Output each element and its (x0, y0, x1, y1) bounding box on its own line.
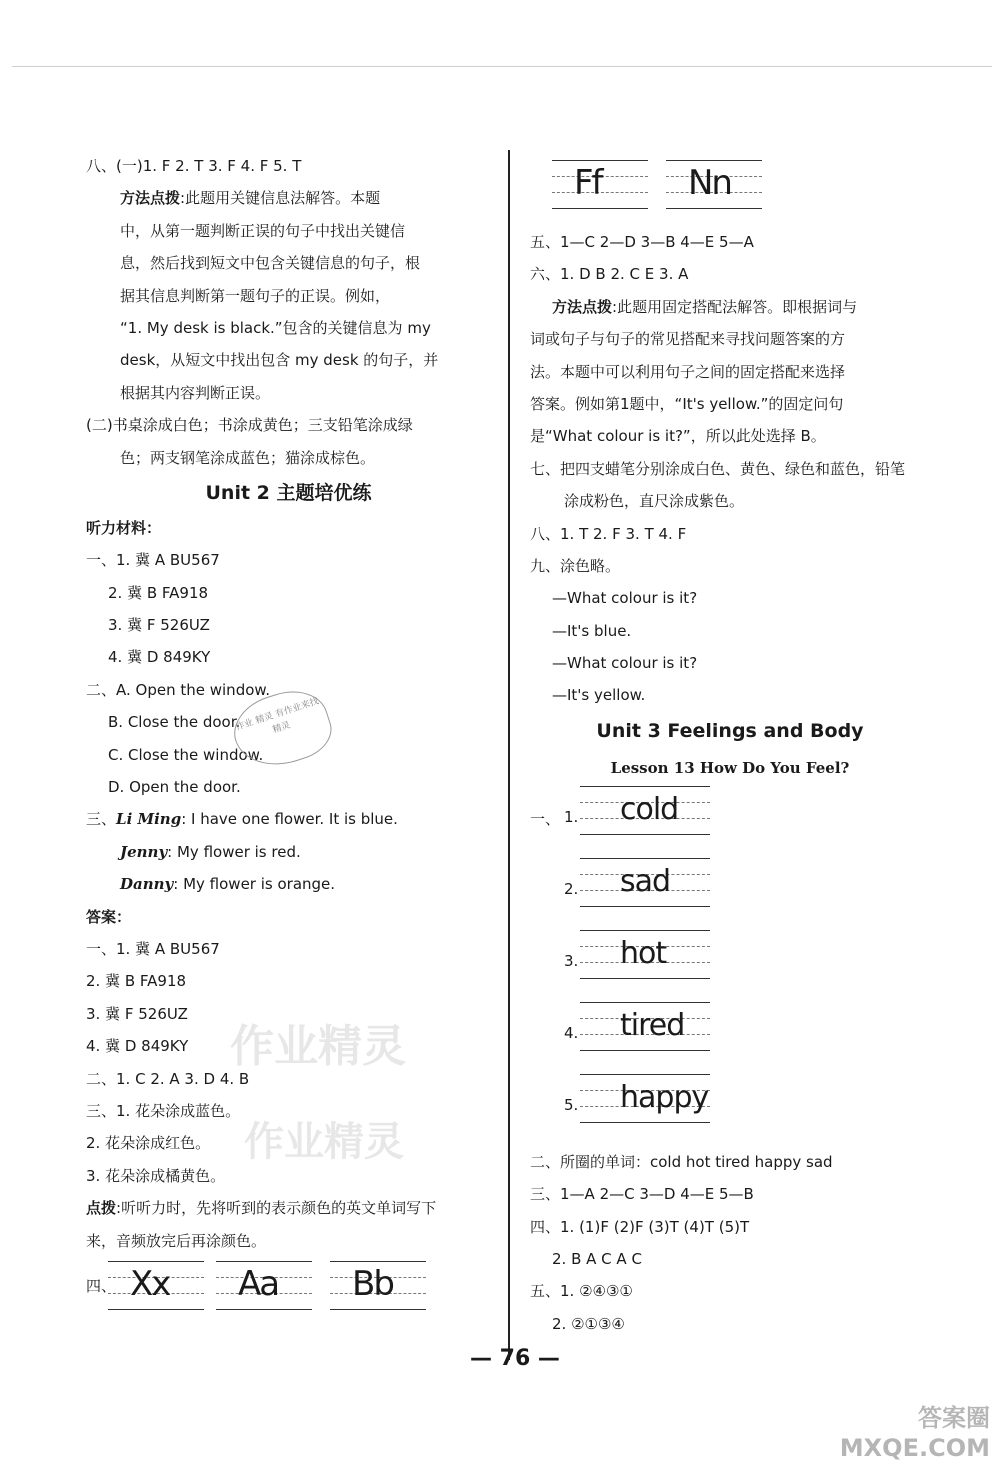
tip-2-text: :听听力时，先将听到的表示颜色的英文单词写下 (116, 1199, 437, 1218)
answer-9: 九、涂色略。 (530, 556, 621, 575)
corner-watermark (840, 1403, 990, 1463)
answer-8-2-line: 色；两支钢笔涂成蓝色；猫涂成棕色。 (120, 448, 376, 467)
ans-2-line: 二、1. C 2. A 3. D 4. B (86, 1069, 250, 1088)
tip-2-label: 点拨 (86, 1199, 117, 1218)
letter-box (552, 160, 648, 210)
ans-1-line: 2. 冀 B FA918 (86, 972, 187, 991)
listen-3-prefix: 三、 (86, 810, 117, 829)
word-num: 1. (564, 807, 579, 826)
listen-1-line: 2. 冀 B FA918 (108, 583, 209, 602)
word-num: 2. (564, 879, 579, 898)
listen-3-line (86, 803, 491, 835)
tip-line: 答案。例如第1题中，“It's yellow.”的固定问句 (530, 394, 844, 413)
speaker-name: Danny (120, 875, 174, 894)
answer-3: 三、1—A 2—C 3—D 4—E 5—B (530, 1185, 754, 1204)
watermark-text: 作业精灵 (230, 1021, 406, 1072)
answer-4-1: 四、1. (1)F (2)F (3)T (4)T (5)T (530, 1217, 750, 1236)
tip-1-line: 据其信息判断第一题句子的正误。例如， (120, 286, 391, 305)
speaker-name: Jenny (120, 842, 168, 861)
tip-text: :此题用固定搭配法解答。即根据词与 (612, 297, 858, 316)
tip-1-line: desk，从短文中找出包含 my desk 的句子，并 (120, 351, 439, 370)
letter-box (330, 1261, 426, 1311)
tip-1-line: “1. My desk is black.”包含的关键信息为 my (120, 318, 431, 337)
corner-watermark-line: MXQE.COM (839, 1434, 990, 1462)
speaker-text: : I have one flower. It is blue. (181, 810, 398, 829)
q1-prefix: 一、 (530, 809, 561, 828)
word: cold (620, 791, 679, 827)
tip-1-line: 中，从第一题判断正误的句子中找出关键信 (120, 221, 406, 240)
ans-3-line: 三、1. 花朵涂成蓝色。 (86, 1101, 241, 1120)
tip-1-label: 方法点拨 (120, 189, 181, 208)
word: happy (620, 1079, 709, 1115)
ans-3-line: 2. 花朵涂成红色。 (86, 1134, 211, 1153)
top-rule (12, 66, 992, 67)
answer-7-line: 涂成粉色，直尺涂成紫色。 (564, 492, 745, 511)
word-row (530, 1074, 930, 1146)
word-num: 4. (564, 1023, 579, 1042)
answer-7-line: 七、把四支蜡笔分别涂成白色、黄色、绿色和蓝色，铅笔 (530, 459, 906, 478)
copy-letters-row (530, 160, 930, 226)
answer-5-1: 五、1. ②④③① (530, 1282, 633, 1301)
unit-2-title: Unit 2 主题培优练 (205, 481, 372, 504)
word: tired (620, 1007, 685, 1043)
tip-1-line: 根据其内容判断正误。 (120, 383, 271, 402)
listen-2-line: D. Open the door. (108, 778, 241, 797)
answer-6: 六、1. D B 2. C E 3. A (530, 265, 689, 284)
word-row (530, 786, 930, 858)
tip-line: 是“What colour is it?”，所以此处选择 B。 (530, 427, 826, 446)
lesson-title: Lesson 13 How Do You Feel? (610, 758, 850, 777)
letter-pair: Nn (688, 163, 731, 203)
ans-1-line: 3. 冀 F 526UZ (86, 1004, 188, 1023)
word-row (530, 858, 930, 930)
ans-1-line: 4. 冀 D 849KY (86, 1037, 189, 1056)
word-box (580, 786, 710, 836)
q4-label: 四、 (86, 1276, 117, 1295)
speaker-text: : My flower is orange. (173, 875, 336, 894)
answer-4-2: 2. B A C A C (552, 1250, 642, 1269)
tip-line: 词或句子与句子的常见搭配来寻找问题答案的方 (530, 330, 846, 349)
letter-pair: Aa (238, 1263, 279, 1304)
answer-5: 五、1—C 2—D 3—B 4—E 5—A (530, 233, 754, 251)
tip-1-line: 息，然后找到短文中包含关键信息的句子，根 (120, 254, 421, 273)
dialog-line: —It's blue. (552, 621, 632, 640)
word: sad (620, 863, 671, 899)
answer-2: 二、所圈的单词：cold hot tired happy sad (530, 1152, 833, 1171)
answer-5-2: 2. ②①③④ (552, 1314, 625, 1333)
listen-2-line: C. Close the window. (108, 745, 264, 764)
watermark-text: 作业精灵 (244, 1119, 404, 1165)
corner-watermark-line: 答案圈 (918, 1404, 990, 1432)
word-box (580, 930, 710, 980)
letter-box (666, 160, 762, 210)
listen-2-line: B. Close the door. (108, 713, 241, 732)
tip-2-line: 来，音频放完后再涂颜色。 (86, 1231, 267, 1250)
letter-pair: Xx (130, 1263, 170, 1304)
speaker-name: Li Ming (116, 810, 182, 829)
answer-8-2-line: (二)书桌涂成白色；书涂成黄色；三支铅笔涂成绿 (86, 416, 413, 435)
word-box (580, 858, 710, 908)
word-box (580, 1074, 710, 1124)
tip-line: 法。本题中可以利用句子之间的固定搭配来选择 (530, 362, 846, 381)
listen-3-line (86, 836, 491, 868)
word-box (580, 1002, 710, 1052)
watermark-stamp: 作业 精灵 有作业来找精灵 (226, 681, 339, 777)
answers-label: 答案： (86, 907, 132, 926)
letter-box (108, 1261, 204, 1311)
listen-2-line: 二、A. Open the window. (86, 680, 271, 699)
right-column (530, 160, 930, 1340)
listen-1-line: 一、1. 冀 A BU567 (86, 551, 220, 570)
ans-3-line: 3. 花朵涂成橘黄色。 (86, 1166, 226, 1185)
word-row (530, 1002, 930, 1074)
speaker-text: : My flower is red. (167, 842, 301, 861)
tip-2-line (86, 1192, 491, 1224)
dialog-line: —What colour is it? (552, 589, 698, 608)
column-divider (508, 150, 510, 1360)
word: hot (620, 935, 667, 971)
ans-1-line: 一、1. 冀 A BU567 (86, 939, 220, 958)
word-row (530, 930, 930, 1002)
tip-label: 方法点拨 (552, 297, 613, 316)
dialog-line: —It's yellow. (552, 686, 646, 705)
unit-3-title: Unit 3 Feelings and Body (596, 719, 864, 742)
word-num: 5. (564, 1095, 579, 1114)
letter-pair: Ff (574, 163, 602, 203)
tip-1 (86, 182, 491, 409)
tip-1-line: :此题用关键信息法解答。本题 (180, 189, 381, 208)
listen-1-line: 4. 冀 D 849KY (108, 648, 211, 667)
dialog-line: —What colour is it? (552, 654, 698, 673)
page-number: — 76 — (470, 1346, 560, 1371)
listen-3-line (86, 868, 491, 900)
listening-label: 听力材料： (86, 518, 162, 537)
listen-1-line: 3. 冀 F 526UZ (108, 616, 210, 635)
letter-pair: Bb (352, 1263, 393, 1304)
word-num: 3. (564, 951, 579, 970)
answer-8-1: 八、(一)1. F 2. T 3. F 4. F 5. T (86, 157, 302, 175)
tip-line (530, 291, 930, 323)
answer-8: 八、1. T 2. F 3. T 4. F (530, 524, 687, 543)
copy-letters-row (86, 1257, 491, 1323)
letter-box (216, 1261, 312, 1311)
